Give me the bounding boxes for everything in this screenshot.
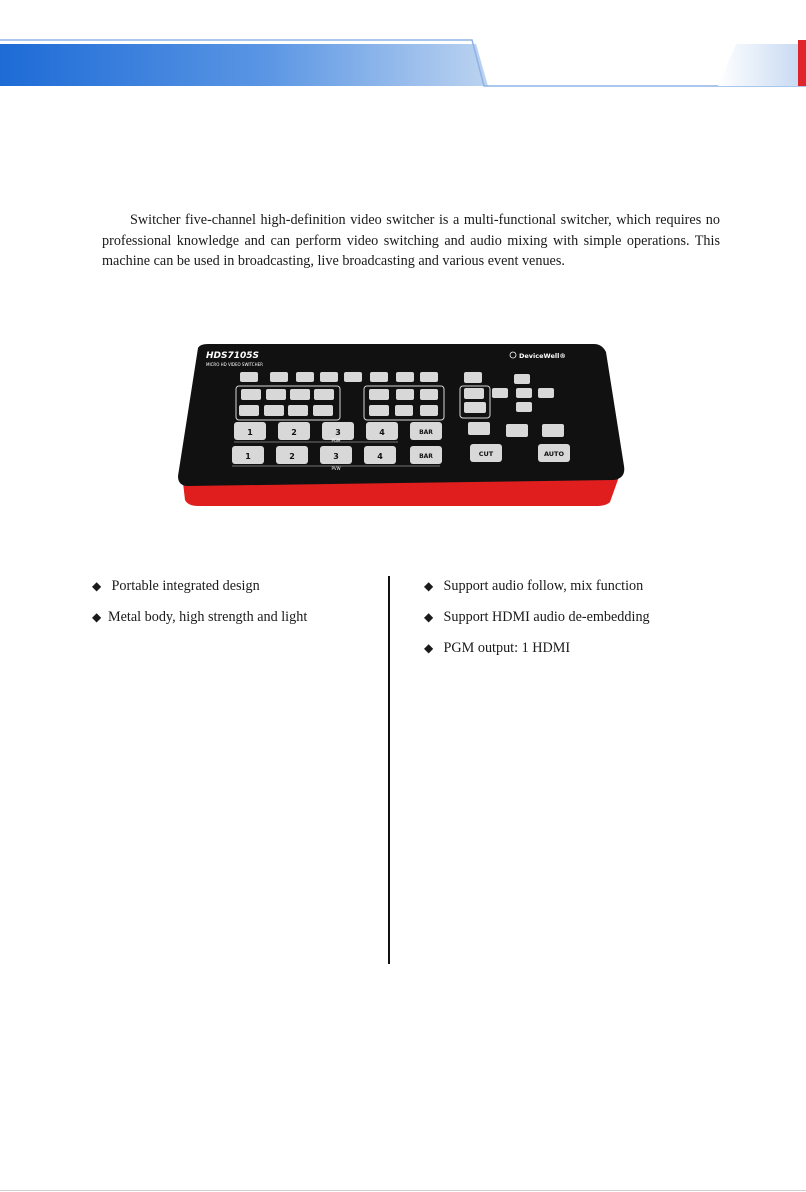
feature-text: PGM output: 1 HDMI	[440, 640, 571, 656]
intro-paragraph: Switcher five-channel high-definition video switcher is a multi-functional switcher, which requires no professional knowledge and can perform video switching and audio mixing with simple operations. This machine can be used in broadcasting, live broadcasting and various event venues.	[102, 212, 720, 269]
pgm-label: PGM	[331, 438, 341, 443]
column-divider	[388, 576, 390, 964]
svg-text:4: 4	[379, 428, 385, 437]
feature-text: Metal body, high strength and light	[108, 609, 308, 625]
pvw-label: PVW	[331, 466, 341, 471]
diamond-bullet-icon: ◆	[424, 641, 434, 655]
auto-key-label: AUTO	[543, 450, 565, 458]
svg-text:1: 1	[247, 428, 253, 437]
feature-text: Support audio follow, mix function	[440, 578, 644, 594]
svg-text:BAR: BAR	[419, 429, 433, 436]
footer-rule	[0, 1190, 806, 1191]
feature-list-left	[92, 576, 307, 638]
diamond-bullet-icon: ◆	[92, 579, 102, 593]
feature-item	[424, 638, 650, 669]
feature-text: Portable integrated design	[108, 578, 260, 594]
diamond-bullet-icon: ◆	[424, 610, 434, 624]
device-subtitle: MICRO HD VIDEO SWITCHER	[206, 362, 263, 367]
svg-text:2: 2	[289, 452, 295, 461]
svg-text:3: 3	[335, 428, 341, 437]
switcher-device-image	[176, 342, 628, 508]
svg-text:BAR: BAR	[419, 453, 433, 460]
svg-text:1: 1	[245, 452, 251, 461]
cut-key-label: CUT	[478, 450, 494, 458]
feature-item	[424, 576, 650, 607]
svg-text:3: 3	[333, 452, 339, 461]
device-model: HDS7105S	[206, 351, 260, 361]
header-banner	[0, 0, 806, 92]
diamond-bullet-icon: ◆	[92, 610, 102, 624]
svg-text:2: 2	[291, 428, 297, 437]
banner-red-tab	[798, 40, 806, 86]
feature-item	[92, 576, 307, 607]
feature-list-right	[424, 576, 650, 669]
feature-item	[424, 607, 650, 638]
banner-right-fade	[718, 44, 798, 86]
feature-text: Support HDMI audio de-embedding	[440, 609, 650, 625]
banner-blue-band	[0, 44, 488, 86]
diamond-bullet-icon: ◆	[424, 579, 434, 593]
device-brand: DeviceWell®	[519, 352, 566, 360]
svg-text:4: 4	[377, 452, 383, 461]
feature-item	[92, 607, 307, 638]
rate-keys	[468, 422, 564, 437]
